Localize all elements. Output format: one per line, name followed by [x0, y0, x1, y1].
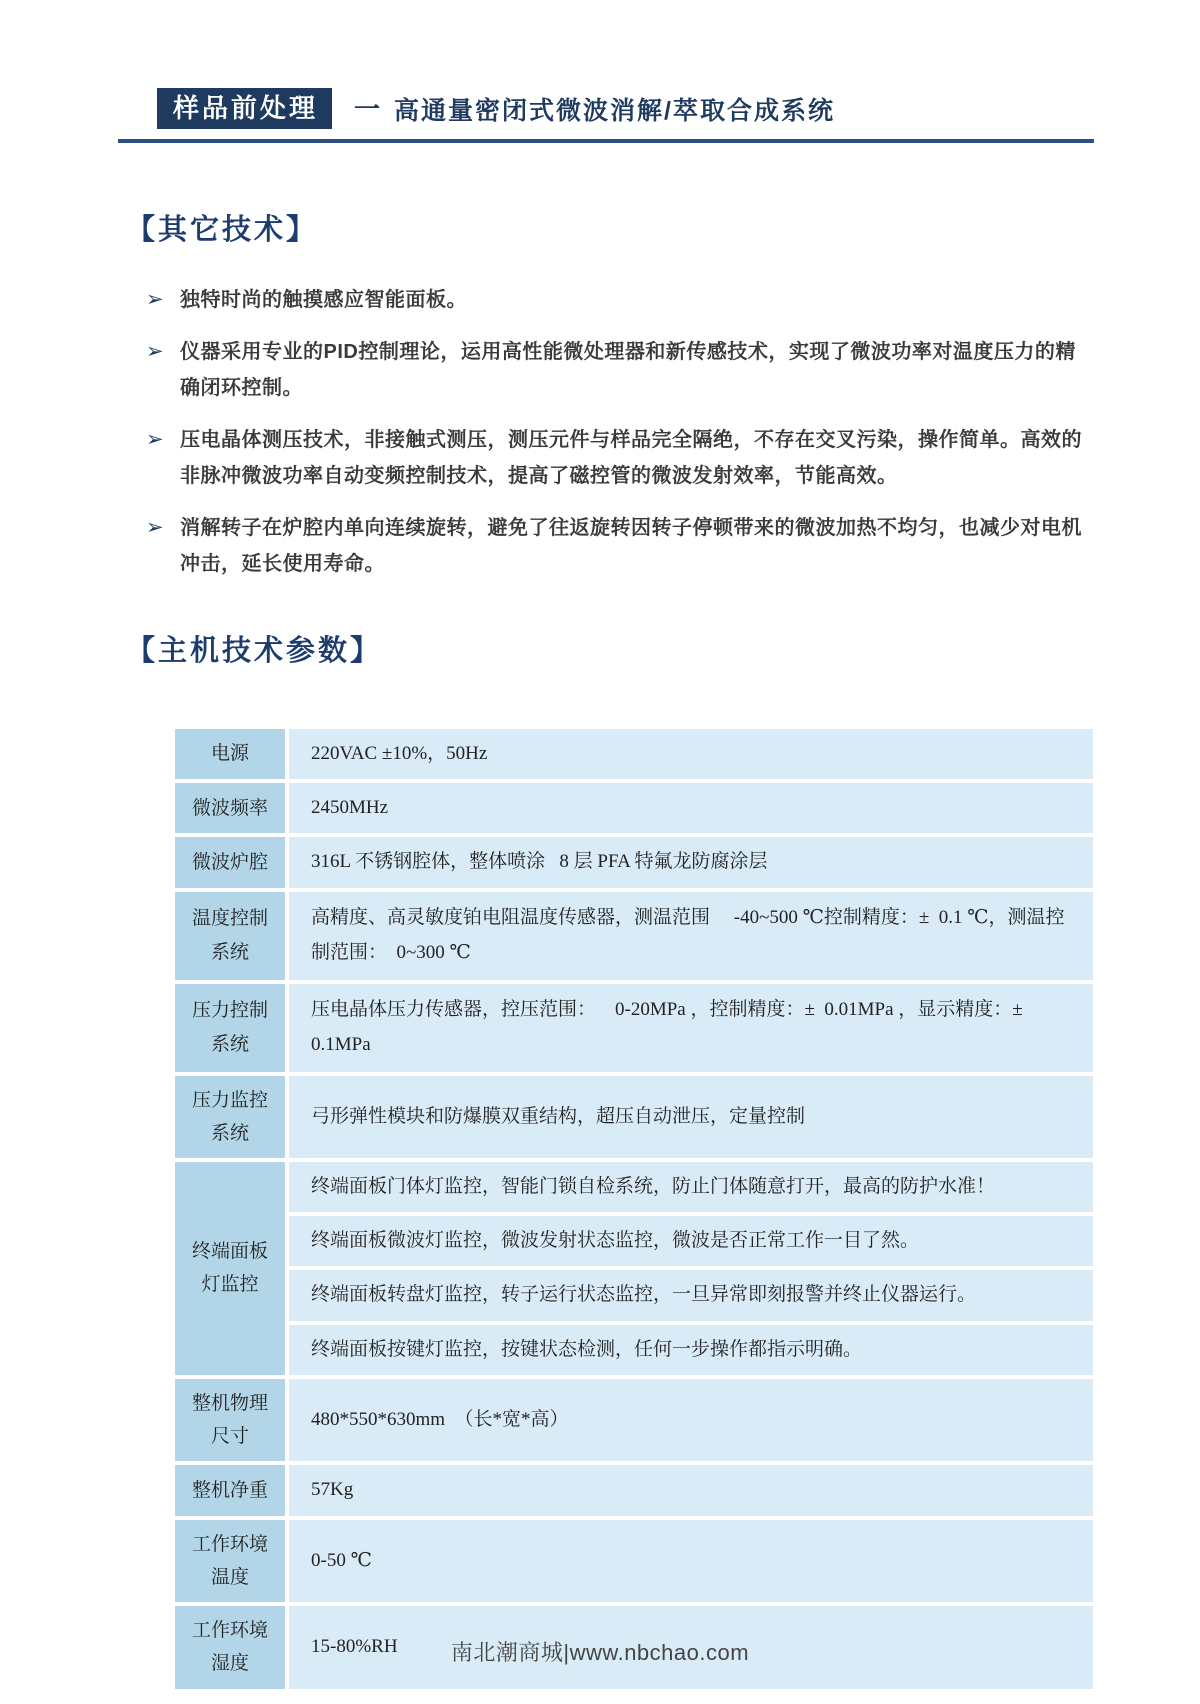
arrow-bullet-icon: ➢: [146, 288, 164, 311]
spec-value: 终端面板按键灯监控，按键状态检测，任何一步操作都指示明确。: [289, 1325, 1093, 1375]
feature-list: [146, 282, 1090, 582]
page-title: 高通量密闭式微波消解/萃取合成系统: [394, 96, 835, 125]
table-row: [175, 1076, 1093, 1159]
spec-label: 电源: [175, 729, 285, 779]
spec-value: 高精度、高灵敏度铂电阻温度传感器，测温范围 -40~500 ℃控制精度：± 0.1 ℃，测温控制范围： 0~300 ℃: [289, 892, 1093, 980]
bullet-text: 仪器采用专业的PID控制理论，运用高性能微处理器和新传感技术，实现了微波功率对温度压力的精确闭环控制。: [180, 341, 1076, 399]
bullet-text: 独特时尚的触摸感应智能面板。: [180, 289, 467, 311]
section-heading: 【其它技术】: [126, 214, 319, 246]
table-row: [175, 1465, 1093, 1515]
table-row: [175, 783, 1093, 833]
dash-separator: 一: [354, 93, 381, 124]
spec-value: 2450MHz: [289, 783, 1093, 833]
table-row: [175, 984, 1093, 1072]
section-main-specs: [126, 628, 1094, 1689]
spec-value: 15-80%RH: [289, 1606, 1093, 1689]
bullet-text: 压电晶体测压技术，非接触式测压，测压元件与样品完全隔绝，不存在交叉污染，操作简单。高效的非脉冲微波功率自动变频控制技术，提高了磁控管的微波发射效率，节能高效。: [180, 429, 1082, 487]
table-row: [175, 837, 1093, 887]
table-row: [175, 1379, 1093, 1462]
table-row: [175, 729, 1093, 779]
spec-label: 压力监控系统: [175, 1076, 285, 1159]
spec-label: 工作环境湿度: [175, 1606, 285, 1689]
spec-value: 终端面板转盘灯监控，转子运行状态监控，一旦异常即刻报警并终止仪器运行。: [289, 1270, 1093, 1320]
table-row: [175, 1520, 1093, 1603]
list-item: [146, 510, 1090, 582]
spec-label: 整机物理尺寸: [175, 1379, 285, 1462]
spec-value: 压电晶体压力传感器，控压范围： 0-20MPa ，控制精度：± 0.01MPa ，显示精度：± 0.1MPa: [289, 984, 1093, 1072]
document-page: [0, 88, 1200, 1704]
arrow-bullet-icon: ➢: [146, 340, 164, 363]
bullet-text: 消解转子在炉腔内单向连续旋转，避免了往返旋转因转子停顿带来的微波加热不均匀，也减少对电机冲击，延长使用寿命。: [180, 517, 1082, 575]
specs-table: [175, 729, 1093, 1689]
page-footer: [0, 1636, 1200, 1667]
spec-value: 终端面板门体灯监控，智能门锁自检系统，防止门体随意打开，最高的防护水准！: [289, 1162, 1093, 1212]
arrow-bullet-icon: ➢: [146, 516, 164, 539]
spec-value: 480*550*630mm （长*宽*高）: [289, 1379, 1093, 1462]
list-item: [146, 334, 1090, 406]
spec-label: 终端面板灯监控: [175, 1162, 285, 1375]
spec-label: 温度控制系统: [175, 892, 285, 980]
table-row: [175, 892, 1093, 980]
arrow-bullet-icon: ➢: [146, 428, 164, 451]
spec-label: 微波频率: [175, 783, 285, 833]
spec-label: 微波炉腔: [175, 837, 285, 887]
spec-value: 57Kg: [289, 1465, 1093, 1515]
list-item: [146, 422, 1090, 494]
spec-value: 终端面板微波灯监控，微波发射状态监控，微波是否正常工作一目了然。: [289, 1216, 1093, 1266]
spec-value: 弓形弹性模块和防爆膜双重结构，超压自动泄压，定量控制: [289, 1076, 1093, 1159]
spec-value: 220VAC ±10%，50Hz: [289, 729, 1093, 779]
spec-label: 整机净重: [175, 1465, 285, 1515]
table-row-merged: [175, 1162, 1093, 1375]
spec-value: 316L 不锈钢腔体，整体喷涂 8 层 PFA 特氟龙防腐涂层: [289, 837, 1093, 887]
spec-subvalues: [289, 1162, 1093, 1375]
spec-label: 压力控制系统: [175, 984, 285, 1072]
category-badge: 样品前处理: [157, 88, 332, 129]
section-heading: 【主机技术参数】: [126, 635, 383, 667]
section-other-tech: [126, 207, 1090, 582]
footer-text: 南北潮商城|www.nbchao.com: [450, 1640, 750, 1665]
page-header: [118, 88, 1094, 143]
list-item: [146, 282, 1090, 318]
spec-value: 0-50 ℃: [289, 1520, 1093, 1603]
spec-label: 工作环境温度: [175, 1520, 285, 1603]
